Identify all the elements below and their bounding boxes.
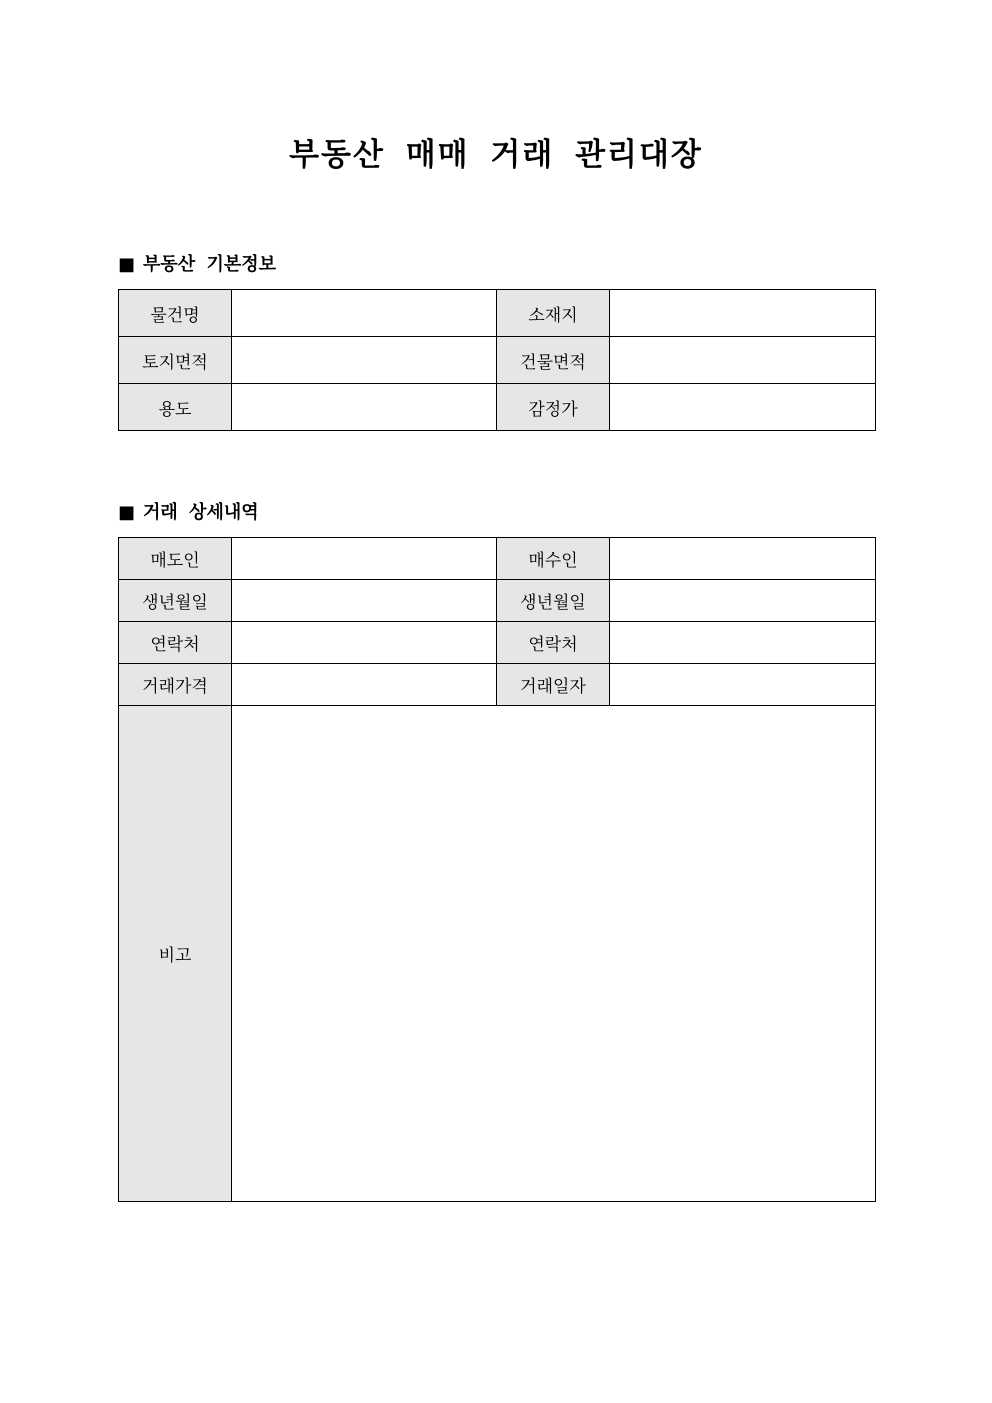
usage-field[interactable]: [232, 384, 497, 431]
table-row: [119, 384, 876, 431]
transaction-detail-table: [118, 537, 876, 1202]
label-buyer-contact: 연락처: [497, 622, 610, 664]
label-buyer-birthdate: 생년월일: [497, 580, 610, 622]
table-row: [119, 538, 876, 580]
appraised-value-field[interactable]: [610, 384, 876, 431]
table-row: [119, 664, 876, 706]
label-seller-birthdate: 생년월일: [119, 580, 232, 622]
buyer-birthdate-field[interactable]: [610, 580, 876, 622]
section-heading-basic: [118, 253, 276, 277]
label-usage: 용도: [119, 384, 232, 431]
table-row: [119, 290, 876, 337]
label-location: 소재지: [497, 290, 610, 337]
building-area-field[interactable]: [610, 337, 876, 384]
transaction-price-field[interactable]: [232, 664, 497, 706]
label-notes: 비고: [119, 706, 232, 1202]
section-heading-basic-label: 부동산 기본정보: [143, 254, 276, 275]
buyer-field[interactable]: [610, 538, 876, 580]
land-area-field[interactable]: [232, 337, 497, 384]
label-seller-contact: 연락처: [119, 622, 232, 664]
seller-field[interactable]: [232, 538, 497, 580]
table-row: [119, 337, 876, 384]
seller-birthdate-field[interactable]: [232, 580, 497, 622]
property-name-field[interactable]: [232, 290, 497, 337]
square-bullet-icon: ■: [118, 254, 136, 275]
label-transaction-price: 거래가격: [119, 664, 232, 706]
label-transaction-date: 거래일자: [497, 664, 610, 706]
label-building-area: 건물면적: [497, 337, 610, 384]
location-field[interactable]: [610, 290, 876, 337]
label-seller: 매도인: [119, 538, 232, 580]
label-property-name: 물건명: [119, 290, 232, 337]
label-appraised-value: 감정가: [497, 384, 610, 431]
transaction-date-field[interactable]: [610, 664, 876, 706]
section-heading-detail: [118, 501, 259, 525]
basic-info-table: [118, 289, 876, 431]
buyer-contact-field[interactable]: [610, 622, 876, 664]
table-row: [119, 706, 876, 1202]
table-row: [119, 622, 876, 664]
label-buyer: 매수인: [497, 538, 610, 580]
square-bullet-icon: ■: [118, 502, 136, 523]
table-row: [119, 580, 876, 622]
seller-contact-field[interactable]: [232, 622, 497, 664]
notes-field[interactable]: [232, 706, 876, 1202]
label-land-area: 토지면적: [119, 337, 232, 384]
section-heading-detail-label: 거래 상세내역: [143, 502, 259, 523]
page-title: 부동산 매매 거래 관리대장: [289, 137, 703, 173]
